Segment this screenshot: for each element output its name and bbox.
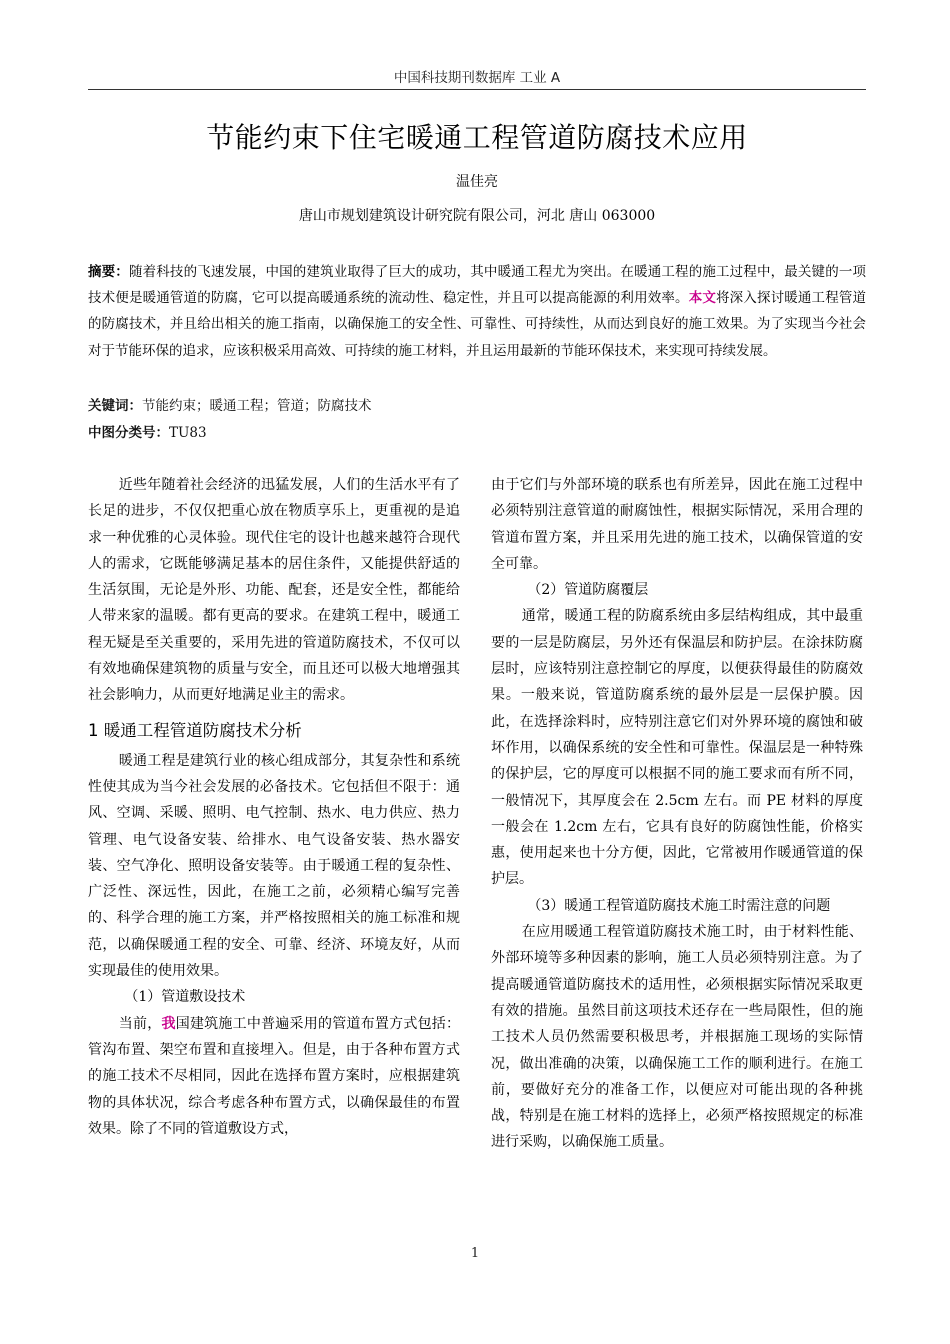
left-column <box>88 472 460 1142</box>
paper-title: 节能约束下住宅暖通工程管道防腐技术应用 <box>206 121 748 154</box>
abstract-highlight: 本文 <box>688 290 716 307</box>
clc-value: TU83 <box>169 425 207 441</box>
subsection-3-paragraph: 在应用暖通工程管道防腐技术施工时，由于材料性能、外部环境等多种因素的影响，施工人员必须特别注意。为了提高暖通管道防腐技术的适用性，必须根据实际情况采取更有效的措施。虽然目前这项技术还存在一些局限性，但的施工技术人员仍然需要积极思考，并根据施工现场的实际情况，做出准确的决策，以确保施工工作的顺利进行。在施工前，要做好充分的准备工作，以便应对可能出现的各种挑战，特别是在施工材料的选择上，必须严格按照规定的标准进行采购，以确保施工质量。 <box>491 924 863 1151</box>
section-1-heading: 1 暖通工程管道防腐技术分析 <box>88 720 302 740</box>
keywords <box>88 393 866 419</box>
section-1-paragraph: 暖通工程是建筑行业的核心组成部分，其复杂性和系统性使其成为当今社会发展的必备技术。它包括但不限于：通风、空调、采暖、照明、电气控制、热水、电力供应、热力管理、电气设备安装、给排水、电气设备安装、热水器安装、空气净化、照明设备安装等。由于暖通工程的复杂性、广泛性、深远性，因此，在施工之前，必须精心编写完善的、科学合理的施工方案，并严格按照相关的施工标准和规范，以确保暖通工程的安全、可靠、经济、环境友好，从而实现最佳的使用效果。 <box>88 752 460 980</box>
subsection-1-highlight: 我 <box>161 1015 176 1032</box>
author-name: 温佳亮 <box>456 174 498 190</box>
abstract-text-2: 将深入探讨暖通工程管道的防腐技术，并且给出相关的施工指南，以确保施工的安全性、可靠性、可持续性，从而达到良好的施工效果。为了实现当今社会对于节能环保的追求，应该积极采用高效、可持续的施工材料，并且运用最新的节能环保技术，来实现可持续发展。 <box>88 290 867 359</box>
abstract-label: 摘要： <box>88 264 129 280</box>
author-affiliation: 唐山市规划建筑设计研究院有限公司，河北 唐山 063000 <box>298 208 656 224</box>
intro-paragraph: 近些年随着社会经济的迅猛发展，人们的生活水平有了长足的进步，不仅仅把重心放在物质享乐上，更重视的是追求一种优雅的心灵体验。现代住宅的设计也越来越符合现代人的需求，它既能够满足基本的居住条件，又能提供舒适的生活氛围，无论是外形、功能、配套，还是安全性，都能给人带来家的温暖。都有更高的要求。在建筑工程中，暖通工程无疑是至关重要的，采用先进的管道防腐技术，不仅可以有效地确保建筑物的质量与安全，而且还可以极大地增强其社会影响力，从而更好地满足业主的需求。 <box>88 477 460 704</box>
subsection-1-heading: （1）管道敷设技术 <box>124 989 246 1006</box>
subsection-2-paragraph: 通常，暖通工程的防腐系统由多层结构组成，其中最重要的一层是防腐层，另外还有保温层和防护层。在涂抹防腐层时，应该特别注意控制它的厚度，以便获得最佳的防腐效果。一般来说，管道防腐系统的最外层是一层保护膜。因此，在选择涂料时，应特别注意它们对外界环境的腐蚀和破坏作用，以确保系统的安全性和可靠性。保温层是一种特殊的保护层，它的厚度可以根据不同的施工要求而有所不同，一般情况下，其厚度会在 2.5cm 左右。而 PE 材料的厚度一般会在 1.2cm 左右，它具有良好的防腐蚀性能，价格实惠，使用起来也十分方便，因此，它常被用作暖通管道的保护层。 <box>491 608 863 888</box>
keywords-value: 节能约束；暖通工程；管道；防腐技术 <box>142 398 372 414</box>
subsection-1-text-post: 国建筑施工中普遍采用的管道布置方式包括：管沟布置、架空布置和直接埋入。但是，由于各种布置方式的施工技术不尽相同，因此在选择布置方案时，应根据建筑物的具体状况，综合考虑各种布置方式，以确保最佳的布置效果。除了不同的管道敷设方式， <box>88 1015 461 1137</box>
subsection-3-heading: （3）暖通工程管道防腐技术施工时需注意的问题 <box>527 897 831 914</box>
page-number: 1 <box>470 1246 480 1261</box>
abstract-text-1: 随着科技的飞速发展，中国的建筑业取得了巨大的成功，其中暖通工程尤为突出。在暖通工程的施工过程中，最关键的一项技术便是暖通管道的防腐，它可以提高暖通系统的流动性、稳定性，并且可以提高能源的利用效率。 <box>88 264 867 307</box>
right-column <box>491 472 863 1156</box>
header-rule <box>88 89 866 90</box>
subsection-2-heading: （2）管道防腐覆层 <box>527 582 649 599</box>
subsection-1-paragraph <box>88 1011 460 1142</box>
classification-code <box>88 420 866 446</box>
clc-label: 中图分类号： <box>88 425 169 441</box>
running-header: 中国科技期刊数据库 工业 A <box>393 70 561 86</box>
subsection-1-text-pre: 当前， <box>118 1015 162 1032</box>
abstract <box>88 259 866 364</box>
keywords-label: 关键词： <box>88 398 142 414</box>
continued-paragraph: 由于它们与外部环境的联系也有所差异，因此在施工过程中必须特别注意管道的耐腐蚀性，根据实际情况，采用合理的管道布置方案，并且采用先进的施工技术，以确保管道的安全可靠。 <box>491 477 863 572</box>
